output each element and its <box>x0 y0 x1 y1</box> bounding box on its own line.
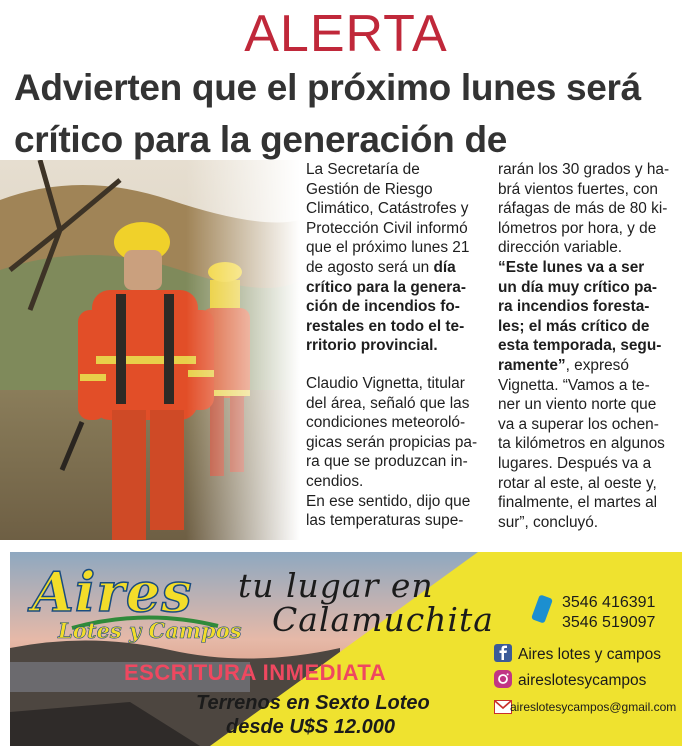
headline-line-2: crítico para la generación de <box>14 119 508 160</box>
text-line: de agosto será un <box>306 258 434 276</box>
ad-headline: ESCRITURA INMEDIATA <box>124 660 387 685</box>
text-line: , expresó <box>565 356 629 374</box>
alert-kicker: ALERTA <box>244 5 448 63</box>
offer-line-2: desde U$S 12.000 <box>226 716 395 738</box>
text-line: lugares. Después va a <box>498 454 652 472</box>
text-line: dirección variable. <box>498 239 623 257</box>
text-line: ner un viento norte que <box>498 396 657 414</box>
paragraph-2 <box>306 374 484 531</box>
bold-line: restales en todo el te- <box>306 317 465 335</box>
text-line: cendios. <box>306 472 364 490</box>
text-line: las temperaturas supe- <box>306 512 464 530</box>
advertisement-banner <box>10 552 682 746</box>
quote-line: esta temporada, segu- <box>498 337 662 355</box>
article-column-2 <box>498 160 678 532</box>
quote-line: un día muy crítico pa- <box>498 278 658 296</box>
text-line: gicas serán propicias pa- <box>306 433 478 451</box>
facebook-handle: Aires lotes y campos <box>518 646 661 663</box>
bold-line: crítico para la genera- <box>306 278 466 296</box>
phone-number-2: 3546 519097 <box>562 614 656 631</box>
headline-line-1: Advierten que el próximo lunes será <box>14 67 641 108</box>
email-address: aireslotesycampos@gmail.com <box>510 700 677 714</box>
text-line: rotar al este, al oeste y, <box>498 474 657 492</box>
bold-text: día <box>433 258 456 276</box>
article-column-1 <box>306 160 484 531</box>
text-line: Climático, Catástrofes y <box>306 200 469 218</box>
text-line: Vignetta. “Vamos a te- <box>498 376 650 394</box>
text-line: sur”, concluyó. <box>498 513 599 531</box>
text-line: brá vientos fuertes, con <box>498 180 658 198</box>
text-line: va a superar los ochen- <box>498 415 659 433</box>
text-line: rarán los 30 grados y ha- <box>498 161 670 178</box>
text-line: condiciones meteoroló- <box>306 414 466 432</box>
text-line: que el próximo lunes 21 <box>306 239 470 257</box>
quote-line: ra incendios foresta- <box>498 298 650 316</box>
text-line: En ese sentido, dijo que <box>306 492 471 510</box>
instagram-handle: aireslotesycampos <box>518 672 647 689</box>
text-line: ra que se produzcan in- <box>306 453 468 471</box>
slogan-line-1: tu lugar en <box>238 566 434 605</box>
quote-line: “Este lunes va a ser <box>498 258 645 276</box>
text-line: Protección Civil informó <box>306 219 468 237</box>
brand-name: Aires <box>32 560 193 624</box>
text-line: lómetros por hora, y de <box>498 219 657 237</box>
bold-line: ción de incendios fo- <box>306 298 460 316</box>
text-line: La Secretaría de <box>306 161 420 178</box>
paragraph-1 <box>306 160 484 356</box>
slogan-line-2: Calamuchita <box>272 600 494 639</box>
instagram-icon <box>494 670 512 688</box>
offer-line-1: Terrenos en Sexto Loteo <box>196 692 430 714</box>
paragraph-3 <box>498 160 678 532</box>
quote-line: les; el más crítico de <box>498 317 650 335</box>
phone-icon <box>530 594 554 624</box>
text-line: finalmente, el martes al <box>498 494 658 512</box>
quote-end: ramente” <box>498 356 566 374</box>
text-line: ta kilómetros en algunos <box>498 435 665 453</box>
phone-number-1: 3546 416391 <box>562 594 656 611</box>
facebook-icon <box>494 644 512 662</box>
text-line: Claudio Vignetta, titular <box>306 374 465 392</box>
text-line: del área, señaló que las <box>306 394 470 412</box>
text-line: ráfagas de más de 80 ki- <box>498 200 668 218</box>
bold-line: rritorio provincial. <box>306 337 438 355</box>
firefighters-photo <box>0 160 300 540</box>
brand-subtitle: Lotes y Campos <box>58 618 242 643</box>
text-line: Gestión de Riesgo <box>306 180 433 198</box>
